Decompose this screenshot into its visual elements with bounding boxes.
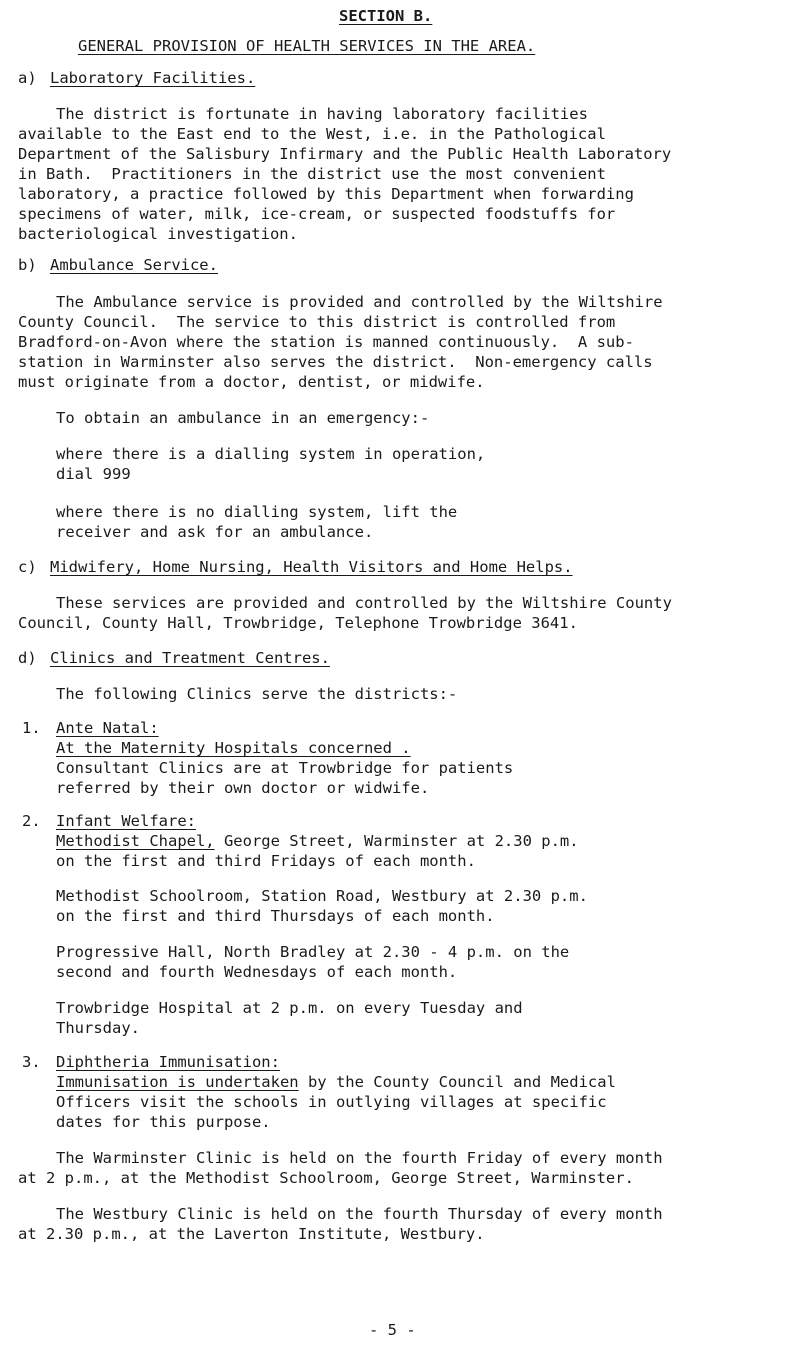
section-a-line-6: specimens of water, milk, ice-cream, or suspected foodstuffs for [18,205,616,223]
section-a-line-5: laboratory, a practice followed by this Department when forwarding [18,185,634,203]
item-1-line-2: referred by their own doctor or widwife. [56,779,430,797]
emergency-intro: To obtain an ambulance in an emergency:- [56,409,430,427]
item-2-subtitle [56,831,579,851]
item-3-line-1: Officers visit the schools in outlying villages at specific [56,1093,607,1111]
item-1-number: 1. [22,719,41,737]
section-a-title: Laboratory Facilities. [50,69,256,87]
item-2-subtitle-underlined: Methodist Chapel, [56,832,215,850]
page-heading: GENERAL PROVISION OF HEALTH SERVICES IN THE AREA. [78,37,536,55]
section-b-line-3: Bradford-on-Avon where the station is manned continuously. A sub- [18,333,634,351]
section-a-line-2: available to the East end to the West, i.e. in the Pathological [18,125,606,143]
item-3-subtitle-underlined: Immunisation is undertaken [56,1073,299,1091]
section-a-marker: a) [18,69,37,87]
section-c-line-1: These services are provided and controlled by the Wiltshire County [56,594,672,612]
item-2-p3-line-1: Progressive Hall, North Bradley at 2.30 - 4 p.m. on the [56,943,570,961]
item-2-number: 2. [22,812,41,830]
item-2-p4-line-2: Thursday. [56,1019,140,1037]
item-1-subtitle: At the Maternity Hospitals concerned . [56,739,411,757]
section-b-title: Ambulance Service. [50,256,218,274]
warminster-line-2: at 2 p.m., at the Methodist Schoolroom, George Street, Warminster. [18,1169,634,1187]
item-3-title: Diphtheria Immunisation: [56,1053,280,1071]
section-c-line-2: Council, County Hall, Trowbridge, Telephone Trowbridge 3641. [18,614,578,632]
warminster-line-1: The Warminster Clinic is held on the fourth Friday of every month [56,1149,663,1167]
item-2-p3-line-2: second and fourth Wednesdays of each month. [56,963,458,981]
section-b-line-5: must originate from a doctor, dentist, or midwife. [18,373,485,391]
item-2-p2-line-2: on the first and third Thursdays of each month. [56,907,495,925]
item-2-subtitle-rest: George Street, Warminster at 2.30 p.m. [214,832,579,850]
section-b-line-1: The Ambulance service is provided and controlled by the Wiltshire [56,293,663,311]
section-b-line-4: station in Warminster also serves the district. Non-emergency calls [18,353,653,371]
item-3-number: 3. [22,1053,41,1071]
item-2-p2-line-1: Methodist Schoolroom, Station Road, Westbury at 2.30 p.m. [56,887,588,905]
item-2-title: Infant Welfare: [56,812,196,830]
section-d-title: Clinics and Treatment Centres. [50,649,330,667]
section-c-marker: c) [18,558,37,576]
section-a-line-7: bacteriological investigation. [18,225,298,243]
westbury-line-2: at 2.30 p.m., at the Laverton Institute, Westbury. [18,1225,485,1243]
item-2-p4-line-1: Trowbridge Hospital at 2 p.m. on every Tuesday and [56,999,523,1017]
no-dialling-line-2: receiver and ask for an ambulance. [56,523,374,541]
item-3-subtitle-rest: by the County Council and Medical [298,1073,616,1091]
section-d-intro: The following Clinics serve the districts:- [56,685,458,703]
item-2-line-2: on the first and third Fridays of each month. [56,852,476,870]
section-b-line-2: County Council. The service to this district is controlled from [18,313,616,331]
section-c-title: Midwifery, Home Nursing, Health Visitors and Home Helps. [50,558,573,576]
dialling-line-1: where there is a dialling system in operation, [56,445,486,463]
item-3-subtitle [56,1072,616,1092]
item-3-line-2: dates for this purpose. [56,1113,271,1131]
item-1-line-1: Consultant Clinics are at Trowbridge for patients [56,759,514,777]
section-b-marker: b) [18,256,37,274]
item-1-title: Ante Natal: [56,719,159,737]
page-number: - 5 - [369,1321,416,1339]
section-label: SECTION B. [339,7,433,25]
section-a-line-4: in Bath. Practitioners in the district use the most convenient [18,165,606,183]
section-a-line-3: Department of the Salisbury Infirmary and the Public Health Laboratory [18,145,672,163]
section-d-marker: d) [18,649,37,667]
dialling-line-2: dial 999 [56,465,131,483]
no-dialling-line-1: where there is no dialling system, lift the [56,503,458,521]
westbury-line-1: The Westbury Clinic is held on the fourth Thursday of every month [56,1205,663,1223]
section-a-line-1: The district is fortunate in having laboratory facilities [56,105,588,123]
